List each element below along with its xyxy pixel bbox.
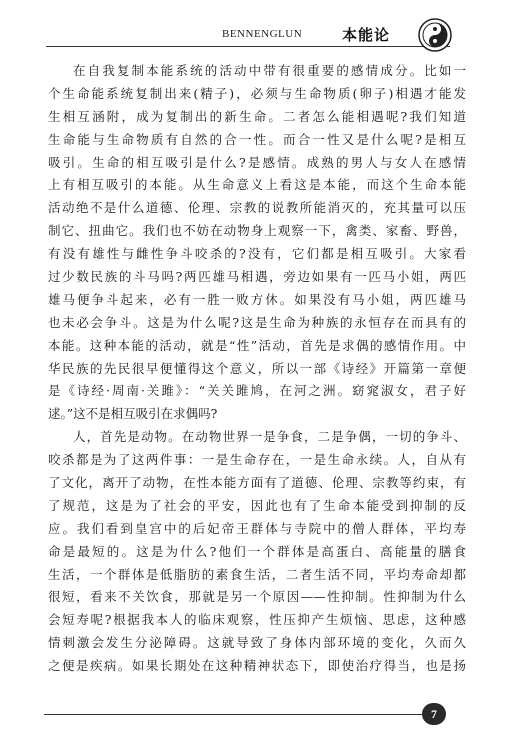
text-line: 过少数民族的斗马吗?两匹雄马相遇，旁边如果有一匹马小姐，两匹 xyxy=(48,269,466,285)
header-cjk-title: 本能论 xyxy=(342,26,391,44)
text-line: 也未必会争斗。这是为什么呢?这是生命为种族的永恒存在而具有的 xyxy=(48,314,466,330)
text-line: 应。我们看到皇宫中的后妃帝王群体与寺院中的僧人群体，平均寿 xyxy=(48,520,466,536)
text-line: 了文化，离开了动物，在性本能方面有了道德、伦理、宗教等约束，有 xyxy=(48,475,466,491)
footer-rule xyxy=(44,714,424,715)
text-line: 吸引。生命的相互吸引是什么?是感情。成熟的男人与女人在感情 xyxy=(48,154,466,170)
text-line: 情刺激会发生分泌障碍。这就导致了身体内部环境的变化，久而久 xyxy=(48,635,466,651)
text-line: 制它、扭曲它。我们也不妨在动物身上观察一下，禽类、家畜、野兽， xyxy=(48,223,466,239)
header-rule xyxy=(46,46,450,47)
text-line: 逑。”这不是相互吸引在求偶吗? xyxy=(48,406,218,422)
text-line: 生相互涵附，成为复制出的新生命。二者怎么能相遇呢?我们知道 xyxy=(48,108,466,124)
text-line: 会短寿呢?根据我本人的临床观察，性压抑产生烦恼、思虑，这种感 xyxy=(48,612,466,628)
page-number: 7 xyxy=(422,703,446,725)
text-line: 了规范，这是为了社会的平安，因此也有了生命本能受到抑制的反 xyxy=(48,497,466,513)
text-line: 生命能与生命物质有自然的合一性。而合一性又是什么呢?是相互 xyxy=(48,131,466,147)
text-line: 个生命能系统复制出来(精子)，必须与生命物质(卵子)相遇才能发 xyxy=(48,85,466,101)
text-line: 有没有雄性与雌性争斗咬杀的?没有，它们都是相互吸引。大家看 xyxy=(48,246,466,262)
running-header xyxy=(46,26,450,48)
header-latin-title: BENNENGLUN xyxy=(222,28,303,40)
text-line: 雄马便争斗起来，必有一胜一败方休。如果没有马小姐，两匹雄马 xyxy=(48,291,466,307)
text-line: 在自我复制本能系统的活动中带有很重要的感情成分。比如一 xyxy=(73,63,466,78)
text-line: 上有相互吸引的本能。从生命意义上看这是本能，而这个生命本能 xyxy=(48,177,466,193)
text-line: 很短，看来不关饮食，那就是另一个原因——性抑制。性抑制为什么 xyxy=(48,589,466,605)
text-line: 之便是疾病。如果长期处在这种精神状态下，即使治疗得当，也是扬 xyxy=(48,658,466,674)
text-line: 活动绝不是什么道德、伦理、宗教的说教所能消灭的，充其量可以压 xyxy=(48,200,466,216)
yin-yang-emblem-icon xyxy=(418,18,452,52)
text-line: 命是最短的。这是为什么?他们一个群体是高蛋白、高能量的膳食 xyxy=(48,543,466,559)
text-line: 是《诗经·周南·关雎》：“关关雎鸠，在河之洲。窈窕淑女，君子好 xyxy=(48,383,466,399)
text-line: 咬杀都是为了这两件事：一是生命存在，一是生命永续。人，自从有 xyxy=(48,452,466,468)
text-line: 本能。这种本能的活动，就是“性”活动，首先是求偶的感情作用。中 xyxy=(48,337,466,353)
text-line: 生活，一个群体是低脂肪的素食生活，二者生活不同，平均寿命却都 xyxy=(48,566,466,582)
text-line: 人，首先是动物。在动物世界一是争食，二是争偶，一切的争斗、 xyxy=(73,429,466,445)
text-line: 华民族的先民很早便懂得这个意义，所以一部《诗经》开篇第一章便 xyxy=(48,360,466,376)
body-text xyxy=(48,60,466,678)
